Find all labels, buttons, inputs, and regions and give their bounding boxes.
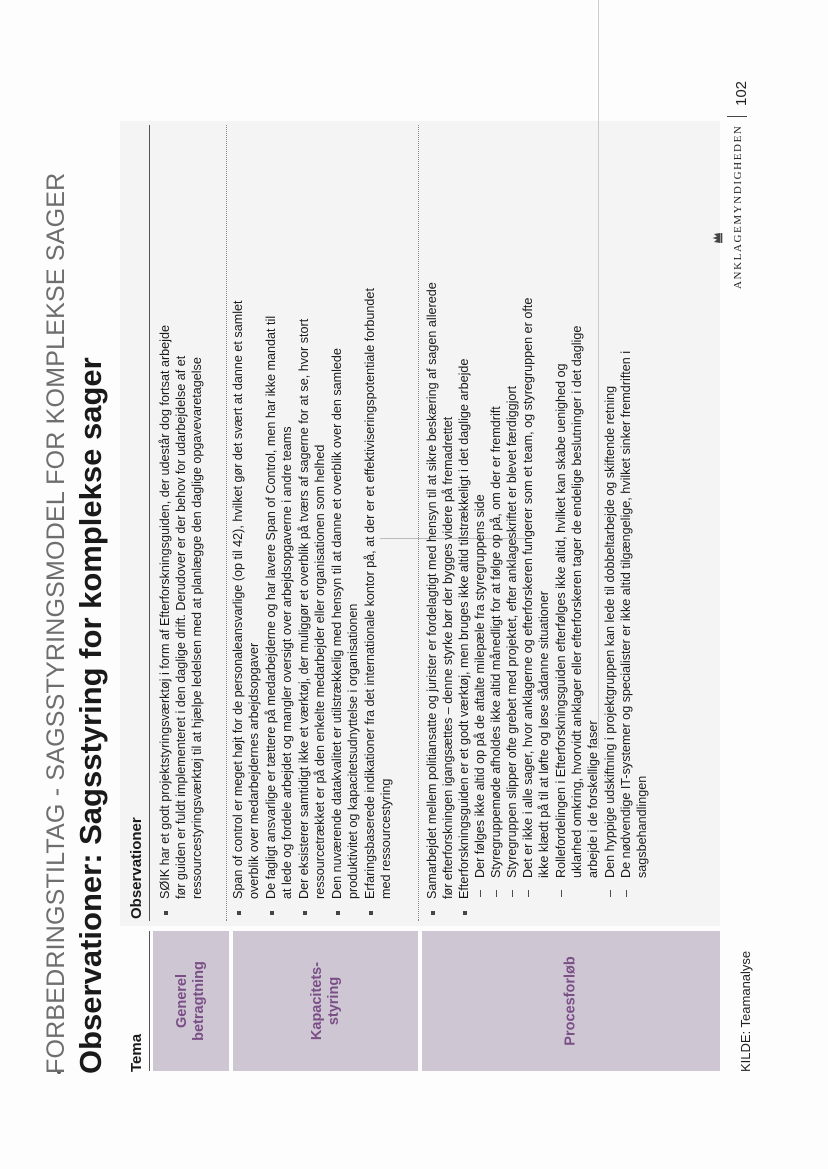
observation-line: Styregruppemøde afholdes ikke altid månedligt for at følge op på, om der er fremdrift: [489, 406, 503, 878]
observation-line: De fagligt ansvarlige er tættere på medarbejderne og har lavere Span of Control, men har ikke mandat til: [264, 315, 278, 899]
dash-marker: –: [619, 889, 633, 897]
observation-line: Erfaringsbaserede indikationer fra det internationale kontor på, at der er et effektiviseringspotentiale forbundet: [363, 288, 377, 899]
supertitle: FORBEDRINGSTILTAG - SAGSSTYRINGSMODEL FOR KOMPLEKSE SAGER: [42, 172, 70, 1074]
observation-line: Det er ikke i alle sager, hvor anklagerne og efterforskeren fungerer som et team, og styregruppen er ofte: [521, 297, 535, 878]
header-rule: [149, 931, 150, 1071]
observation-line: SØIK har et godt projektstyringsværktøj i form af Efterforskningsguiden, der udestår dog fortsat arbejde: [158, 325, 172, 899]
logo-text: ANKLAGEMYNDIGHEDEN: [732, 124, 744, 289]
bullet-marker: [270, 911, 274, 915]
observation-line: produktivitet og kapacitetsudnyttelse i organisationen: [346, 603, 360, 899]
observation-line: at lede og fordele arbejdet og mangler oversigt over arbejdsopgaverne i andre teams: [280, 426, 294, 899]
dash-marker: –: [473, 889, 487, 897]
column-header-tema: Tema: [128, 1033, 145, 1072]
bullet-marker: [237, 911, 241, 915]
observation-line: uklarhed omkring, hvorvidt anklager eller efterforskeren tager de endelige beslutninger i det daglige: [570, 325, 584, 878]
dash-marker: –: [521, 889, 535, 897]
observation-line: Den nuværende datakvalitet er utilstrækkelig med hensyn til at danne et overblik over den samlede: [330, 348, 344, 899]
observation-line: Der eksisterer samtidigt ikke et værktøj, der muliggør et overblik på tværs af sagerne for at se, hvor stort: [297, 318, 311, 899]
observation-line: Span of control er meget højt for de personaleansvarlige (op til 42), hvilket gør det svært at danne et samlet: [231, 300, 245, 899]
dash-marker: –: [505, 889, 519, 897]
category-generel: [153, 931, 229, 1071]
page-number: 102: [733, 80, 750, 106]
observation-line: ressourcestyringsværktøj til at hjælpe ledelsen med at planlægge den daglige opgavevaretagelse: [190, 357, 204, 899]
bullet-marker: [336, 911, 340, 915]
observation-line: Samarbejdet mellem politiansatte og jurister er fordelagtigt med hensyn til at sikre beskæring af sagen allerede: [425, 282, 439, 899]
observation-line: med ressourcestyring: [379, 778, 393, 899]
observation-line: ikke klædt på til at løfte og løse sådanne situationer: [537, 590, 551, 878]
observation-line: før guiden er fuldt implementeret i den daglige drift. Derudover er der behov for udarbejdelse af et: [174, 355, 188, 899]
bullet-marker: [463, 911, 467, 915]
category-procesforloeb: [422, 931, 720, 1071]
crown-icon: [711, 232, 723, 244]
observation-line: Rollefordelingen i Efterforskningsguiden efterfølges ikke altid, hvilket kan skabe uenighed og: [554, 363, 568, 878]
bullet-marker: [369, 911, 373, 915]
scan-fold-line: [598, 0, 599, 749]
row-separator: [418, 125, 419, 921]
observation-line: arbejde i de forskellige faser: [586, 720, 600, 878]
observation-line: Der følges ikke altid op på de aftalte milepæle fra styregruppens side: [473, 494, 487, 878]
dash-marker: –: [489, 889, 503, 897]
category-kapacitet: [233, 931, 418, 1071]
bullet-marker: [164, 911, 168, 915]
row-separator: [226, 125, 227, 921]
dash-marker: –: [603, 889, 617, 897]
column-header-observationer: Observationer: [128, 817, 145, 919]
page-title: Observationer: Sagsstyring for komplekse sager: [73, 357, 108, 1074]
observation-line: ressourcetrækket er på den enkelte medarbejder eller organisationen som helhed: [313, 444, 327, 899]
category-label: Procesforløb: [562, 956, 579, 1046]
observation-line: før efterforskningen igangsættes – denne styrke bør der bygges videre på fremadrettet: [441, 416, 455, 899]
category-label: styring: [325, 976, 342, 1026]
category-label: Generel: [174, 974, 190, 1028]
bullet-marker: [303, 911, 307, 915]
observation-line: Den hyppige udskiftning i projektgruppen kan lede til dobbeltarbejde og skiftende retning: [603, 385, 617, 878]
header-rule: [149, 125, 150, 921]
category-label: Kapacitets-: [308, 961, 325, 1041]
bullet-marker: [431, 911, 435, 915]
observation-line: overblik over medarbejdernes arbejdsopgaver: [247, 642, 261, 899]
dash-marker: –: [554, 889, 568, 897]
observation-line: Styregruppen slipper ofte grebet med projektet, efter anklageskriftet er blevet færdiggjort: [505, 385, 519, 878]
observation-line: De nødvendige IT-systemer og specialister er ikke altid tilgængelige, hvilket sinker fremdriften i: [619, 350, 633, 878]
category-label: betragtning: [191, 961, 207, 1041]
observation-line: Efterforskningsguiden er et godt værktøj, men bruges ikke altid tilstrækkeligt i det daglige arbejde: [457, 358, 471, 899]
source-note: KILDE: Teamanalyse: [738, 950, 753, 1072]
observation-line: sagsbehandlingen: [635, 775, 649, 878]
footer-divider: [727, 116, 747, 117]
